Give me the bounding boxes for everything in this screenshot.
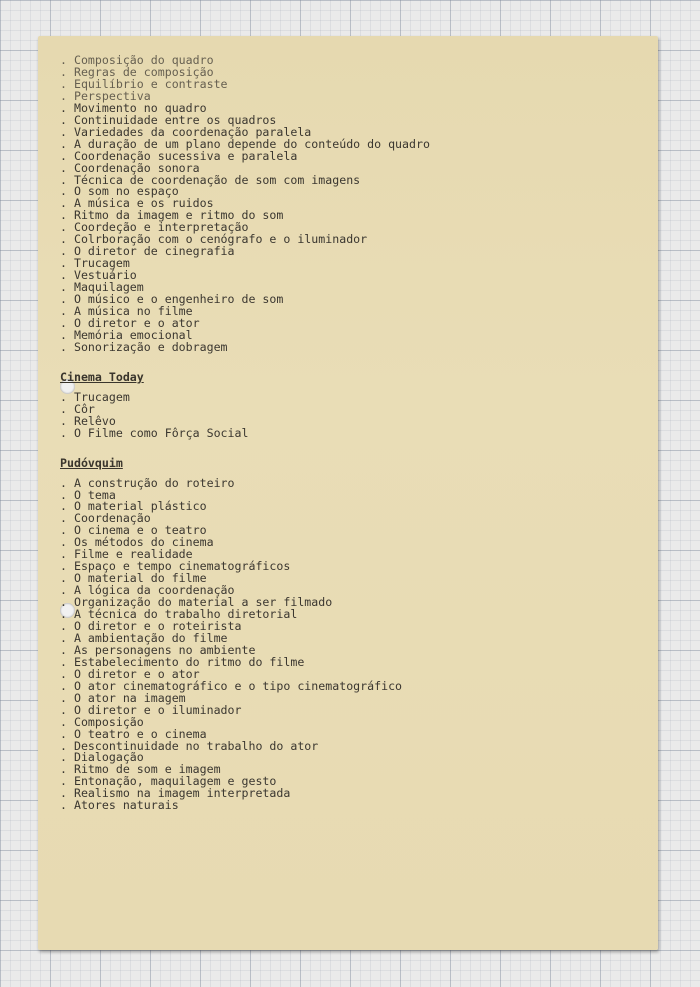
list-item: . Organização do material a ser filmado: [60, 597, 650, 609]
list-item: . Sonorização e dobragem: [60, 342, 650, 354]
list-item: . Técnica de coordenação de som com imagens: [60, 175, 650, 187]
list-item: . A construção do roteiro: [60, 478, 650, 490]
list-item: . Coordeção e interpretação: [60, 222, 650, 234]
list-item: . O tema: [60, 490, 650, 502]
list-item: . O Filme como Fôrça Social: [60, 428, 650, 440]
list-item: . Coordenação sonora: [60, 163, 650, 175]
list-item: . Ritmo de som e imagem: [60, 764, 650, 776]
list-item: . O material do filme: [60, 573, 650, 585]
list-item: . Continuidade entre os quadros: [60, 115, 650, 127]
list-item: . Realismo na imagem interpretada: [60, 788, 650, 800]
section-pudovquim: [60, 454, 650, 813]
list-item: . Maquilagem: [60, 282, 650, 294]
list-item: . O diretor e o ator: [60, 318, 650, 330]
list-item: . Colrboração com o cenógrafo e o iluminador: [60, 234, 650, 246]
list-item: . A música e os ruidos: [60, 198, 650, 210]
list-item: . Entonação, maquilagem e gesto: [60, 776, 650, 788]
list-item: . O músico e o engenheiro de som: [60, 294, 650, 306]
list-item: . O ator na imagem: [60, 693, 650, 705]
list-item: . O cinema e o teatro: [60, 525, 650, 537]
list-item: . Trucagem: [60, 392, 650, 404]
list-item: . O diretor e o iluminador: [60, 705, 650, 717]
list-item: . Regras de composição: [60, 67, 650, 79]
list-item: . O teatro e o cinema: [60, 729, 650, 741]
list-item: . Composição: [60, 717, 650, 729]
list-item: . Espaço e tempo cinematográficos: [60, 561, 650, 573]
list-item: . A técnica do trabalho diretorial: [60, 609, 650, 621]
section-topics: [60, 55, 650, 354]
section-heading: Cinema Today: [60, 369, 144, 384]
list-item: . Filme e realidade: [60, 549, 650, 561]
list-item: . Movimento no quadro: [60, 103, 650, 115]
document-body: [60, 55, 650, 826]
list-item: . O som no espaço: [60, 186, 650, 198]
list-item: . Atores naturais: [60, 800, 650, 812]
list-item: . O material plástico: [60, 501, 650, 513]
list-item: . O diretor e o ator: [60, 669, 650, 681]
list-item: . Coordenação: [60, 513, 650, 525]
list-item: . Equilíbrio e contraste: [60, 79, 650, 91]
list-item: . O diretor de cinegrafia: [60, 246, 650, 258]
list-item: . O diretor e o roteirista: [60, 621, 650, 633]
list-item: . Trucagem: [60, 258, 650, 270]
section-cinema-today: [60, 368, 650, 440]
section-heading: Pudóvquim: [60, 455, 123, 470]
list-item: . A ambientação do filme: [60, 633, 650, 645]
list-item: . Relêvo: [60, 416, 650, 428]
list-item: . Vestuário: [60, 270, 650, 282]
list-item: . Perspectiva: [60, 91, 650, 103]
list-item: . Memória emocional: [60, 330, 650, 342]
list-item: . Dialogação: [60, 752, 650, 764]
list-item: . Côr: [60, 404, 650, 416]
list-item: . A duração de um plano depende do conteúdo do quadro: [60, 139, 650, 151]
list-item: . Ritmo da imagem e ritmo do som: [60, 210, 650, 222]
list-item: . A música no filme: [60, 306, 650, 318]
list-item: . As personagens no ambiente: [60, 645, 650, 657]
list-item: . Os métodos do cinema: [60, 537, 650, 549]
list-item: . Variedades da coordenação paralela: [60, 127, 650, 139]
list-item: . Coordenação sucessiva e paralela: [60, 151, 650, 163]
list-item: . Composição do quadro: [60, 55, 650, 67]
list-item: . Descontinuidade no trabalho do ator: [60, 741, 650, 753]
list-item: . Estabelecimento do ritmo do filme: [60, 657, 650, 669]
list-item: . O ator cinematográfico e o tipo cinematográfico: [60, 681, 650, 693]
typewritten-sheet: [38, 36, 658, 950]
list-item: . A lógica da coordenação: [60, 585, 650, 597]
